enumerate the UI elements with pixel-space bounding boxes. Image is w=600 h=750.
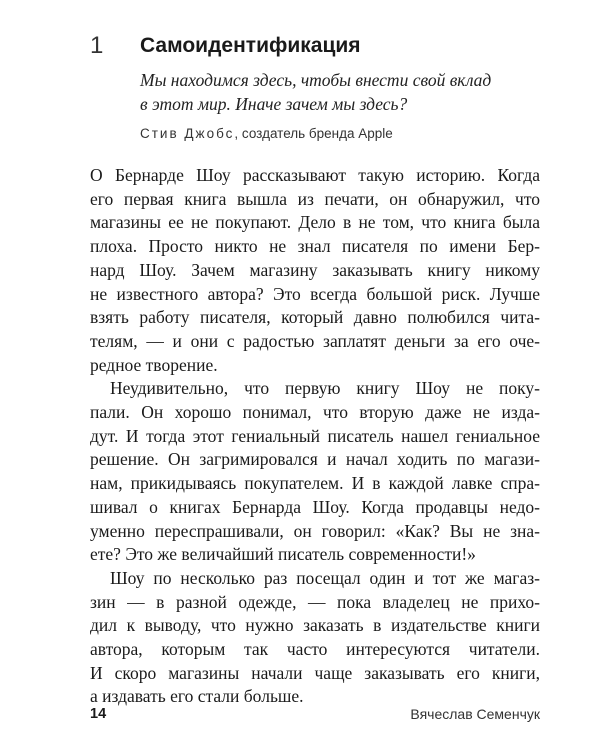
running-footer-author: Вячеслав Семенчук	[410, 706, 540, 722]
text-line: редное творение.	[90, 354, 218, 375]
chapter-number: 1	[90, 32, 104, 59]
text-line: взять работу писателя, который давно полюбился чита-	[90, 307, 540, 328]
text-line: пали. Он хорошо понимал, что вторую даже не изда-	[90, 402, 540, 423]
epigraph	[140, 68, 540, 116]
text-line: Неудивительно, что первую книгу Шоу не поку-	[110, 378, 540, 399]
text-line: автора, которым так часто интересуются читатели.	[90, 639, 540, 660]
epigraph-attribution	[140, 124, 393, 144]
text-line: зин — в разной одежде, — пока владелец не прихо-	[90, 591, 540, 612]
text-line: его первая книга вышла из печати, он обнаружил, что	[90, 188, 540, 209]
text-line: нам, прикидываясь покупателем. И в каждой лавке спра-	[90, 473, 540, 494]
text-line: магазины ее не покупают. Дело в не том, что книга была	[90, 212, 540, 233]
text-line: шивал о книгах Бернарда Шоу. Когда продавцы недо-	[90, 496, 540, 517]
text-line: дут. И тогда этот гениальный писатель нашел гениальное	[90, 425, 540, 446]
epigraph-line: Мы находимся здесь, чтобы внести свой вклад	[140, 70, 492, 90]
epigraph-author-role: , создатель бренда Apple	[234, 126, 393, 141]
text-line: плоха. Просто никто не знал писателя по имени Бер-	[90, 236, 540, 257]
chapter-title: Самоидентификация	[140, 34, 361, 57]
text-line: дил к выводу, что нужно заказать в издательстве книги	[90, 615, 540, 636]
text-line: не известного автора? Это всегда большой риск. Лучше	[90, 283, 540, 304]
text-line: Шоу по несколько раз посещал один и тот же магаз-	[110, 567, 540, 588]
body-text	[90, 164, 540, 709]
page-number: 14	[90, 706, 107, 722]
epigraph-line: в этот мир. Иначе зачем мы здесь?	[140, 94, 408, 114]
text-line: телям, — и они с радостью заплатят деньги за его оче-	[90, 330, 540, 351]
text-line: ете? Это же величайший писатель современности!»	[90, 544, 476, 565]
text-line: уменно переспрашивали, он говорил: «Как? Вы не зна-	[90, 520, 540, 541]
text-line: а издавать его стали больше.	[90, 686, 304, 707]
epigraph-author-name: Стив Джобс	[140, 126, 235, 141]
text-line: И скоро магазины начали чаще заказывать его книги,	[90, 662, 540, 683]
text-line: решение. Он загримировался и начал ходить по магази-	[90, 449, 540, 470]
text-line: нард Шоу. Зачем магазину заказывать книгу никому	[90, 259, 540, 280]
text-line: О Бернарде Шоу рассказывают такую историю. Когда	[90, 165, 540, 185]
